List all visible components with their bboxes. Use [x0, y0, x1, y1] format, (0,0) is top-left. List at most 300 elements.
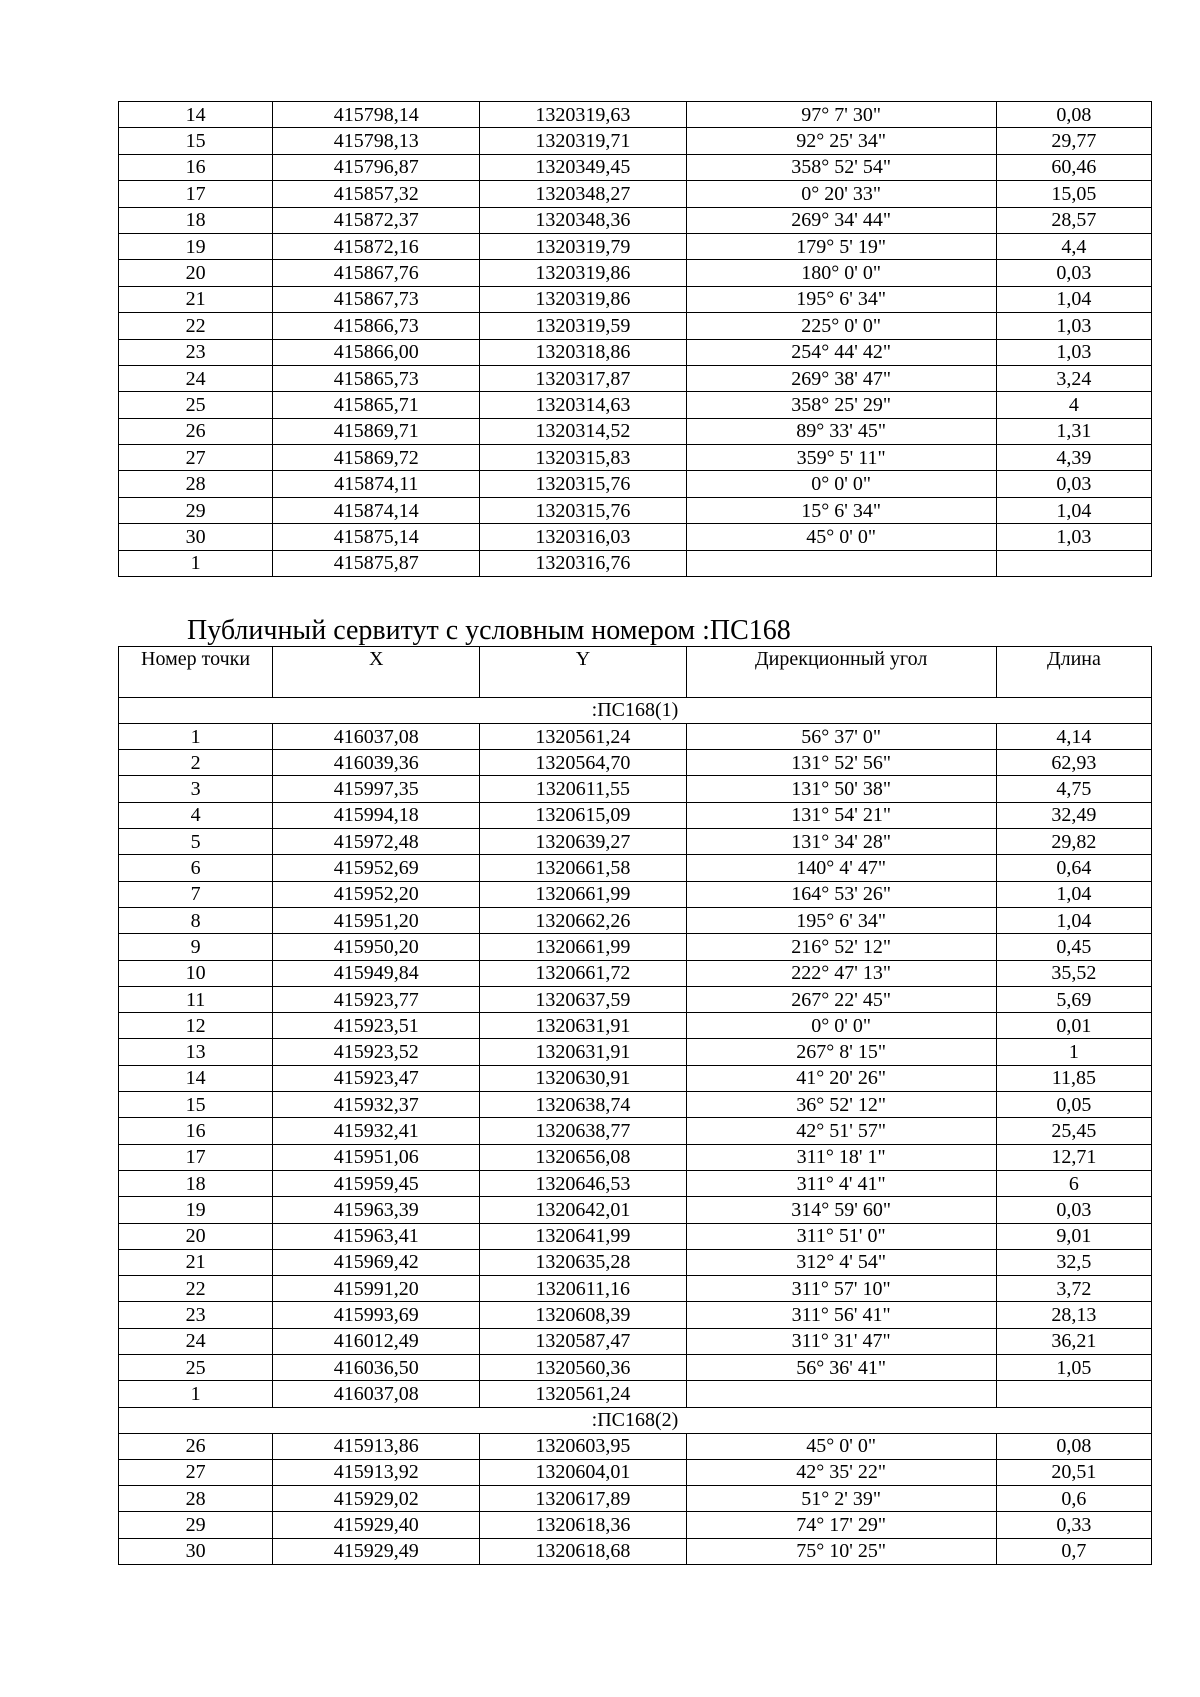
cell-y: 1320604,01	[480, 1459, 686, 1485]
cell-x: 415963,39	[273, 1197, 480, 1223]
cell-x: 415798,14	[273, 102, 480, 128]
cell-point-number: 30	[119, 524, 273, 550]
table-row	[119, 1459, 1152, 1485]
cell-y: 1320642,01	[480, 1197, 686, 1223]
cell-x: 415949,84	[273, 960, 480, 986]
cell-y: 1320564,70	[480, 750, 686, 776]
table-row	[119, 1276, 1152, 1302]
cell-length: 0,03	[996, 1197, 1151, 1223]
cell-direction-angle: 42° 35' 22"	[686, 1459, 996, 1485]
main-table-body	[119, 698, 1152, 1565]
cell-point-number: 3	[119, 776, 273, 802]
cell-length: 4,39	[996, 445, 1151, 471]
table-row	[119, 1013, 1152, 1039]
cell-point-number: 22	[119, 313, 273, 339]
table-row	[119, 1249, 1152, 1275]
cell-length: 0,08	[996, 1433, 1151, 1459]
cell-direction-angle: 179° 5' 19"	[686, 233, 996, 259]
cell-point-number: 20	[119, 1223, 273, 1249]
cell-y: 1320641,99	[480, 1223, 686, 1249]
cell-point-number: 13	[119, 1039, 273, 1065]
cell-x: 415951,06	[273, 1144, 480, 1170]
cell-y: 1320316,76	[480, 550, 686, 576]
table-row	[119, 1433, 1152, 1459]
cell-direction-angle: 195° 6' 34"	[686, 286, 996, 312]
cell-direction-angle: 56° 37' 0"	[686, 723, 996, 749]
cell-length: 4	[996, 392, 1151, 418]
cell-y: 1320630,91	[480, 1065, 686, 1091]
cell-direction-angle: 267° 22' 45"	[686, 986, 996, 1012]
table-row	[119, 1486, 1152, 1512]
cell-y: 1320631,91	[480, 1013, 686, 1039]
cell-length: 29,82	[996, 829, 1151, 855]
table-row	[119, 1328, 1152, 1354]
cell-y: 1320561,24	[480, 723, 686, 749]
cell-x: 416039,36	[273, 750, 480, 776]
cell-point-number: 10	[119, 960, 273, 986]
cell-length: 1,04	[996, 497, 1151, 523]
cell-y: 1320314,63	[480, 392, 686, 418]
cell-length: 3,24	[996, 365, 1151, 391]
cell-x: 415857,32	[273, 181, 480, 207]
cell-x: 415959,45	[273, 1170, 480, 1196]
cell-direction-angle: 359° 5' 11"	[686, 445, 996, 471]
cell-y: 1320319,86	[480, 260, 686, 286]
cell-direction-angle: 195° 6' 34"	[686, 907, 996, 933]
cell-length: 0,6	[996, 1486, 1151, 1512]
cell-point-number: 26	[119, 418, 273, 444]
table-row	[119, 339, 1152, 365]
cell-point-number: 12	[119, 1013, 273, 1039]
group-row	[119, 1407, 1152, 1433]
cell-x: 415972,48	[273, 829, 480, 855]
header-point-number: Номер точки	[119, 647, 273, 698]
cell-direction-angle: 131° 34' 28"	[686, 829, 996, 855]
cell-x: 415991,20	[273, 1276, 480, 1302]
cell-y: 1320319,86	[480, 286, 686, 312]
cell-direction-angle: 0° 0' 0"	[686, 1013, 996, 1039]
cell-y: 1320656,08	[480, 1144, 686, 1170]
cell-length: 11,85	[996, 1065, 1151, 1091]
cell-length: 20,51	[996, 1459, 1151, 1485]
table-row	[119, 1355, 1152, 1381]
cell-y: 1320317,87	[480, 365, 686, 391]
cell-x: 415865,73	[273, 365, 480, 391]
cell-y: 1320618,36	[480, 1512, 686, 1538]
cell-x: 415798,13	[273, 128, 480, 154]
cell-y: 1320561,24	[480, 1381, 686, 1407]
cell-y: 1320318,86	[480, 339, 686, 365]
table-row	[119, 1065, 1152, 1091]
cell-x: 415872,16	[273, 233, 480, 259]
cell-point-number: 19	[119, 233, 273, 259]
cell-length: 4,14	[996, 723, 1151, 749]
cell-y: 1320661,58	[480, 855, 686, 881]
cell-point-number: 4	[119, 802, 273, 828]
cell-length: 36,21	[996, 1328, 1151, 1354]
cell-point-number: 18	[119, 207, 273, 233]
cell-length: 0,01	[996, 1013, 1151, 1039]
cell-y: 1320608,39	[480, 1302, 686, 1328]
cell-point-number: 28	[119, 471, 273, 497]
cell-length: 1,03	[996, 524, 1151, 550]
cell-point-number: 29	[119, 1512, 273, 1538]
cell-length: 62,93	[996, 750, 1151, 776]
cell-length: 15,05	[996, 181, 1151, 207]
cell-point-number: 21	[119, 1249, 273, 1275]
cell-y: 1320615,09	[480, 802, 686, 828]
cell-direction-angle: 42° 51' 57"	[686, 1118, 996, 1144]
cell-length: 32,49	[996, 802, 1151, 828]
cell-x: 415913,86	[273, 1433, 480, 1459]
cell-y: 1320646,53	[480, 1170, 686, 1196]
cell-y: 1320639,27	[480, 829, 686, 855]
cell-y: 1320315,83	[480, 445, 686, 471]
cell-direction-angle: 311° 57' 10"	[686, 1276, 996, 1302]
cell-point-number: 27	[119, 1459, 273, 1485]
cell-point-number: 21	[119, 286, 273, 312]
table-row	[119, 497, 1152, 523]
cell-y: 1320661,99	[480, 934, 686, 960]
cell-point-number: 14	[119, 1065, 273, 1091]
cell-y: 1320316,03	[480, 524, 686, 550]
cell-direction-angle: 216° 52' 12"	[686, 934, 996, 960]
cell-length: 12,71	[996, 1144, 1151, 1170]
cell-length: 9,01	[996, 1223, 1151, 1249]
cell-direction-angle: 358° 52' 54"	[686, 154, 996, 180]
table-row	[119, 286, 1152, 312]
cell-point-number: 5	[119, 829, 273, 855]
cell-y: 1320603,95	[480, 1433, 686, 1459]
cell-y: 1320319,71	[480, 128, 686, 154]
table-row	[119, 1197, 1152, 1223]
cell-x: 415796,87	[273, 154, 480, 180]
cell-y: 1320631,91	[480, 1039, 686, 1065]
cell-direction-angle: 75° 10' 25"	[686, 1538, 996, 1564]
table-row	[119, 445, 1152, 471]
table-row	[119, 1039, 1152, 1065]
table-row	[119, 154, 1152, 180]
cell-point-number: 14	[119, 102, 273, 128]
cell-y: 1320319,63	[480, 102, 686, 128]
cell-x: 415923,52	[273, 1039, 480, 1065]
group-row	[119, 698, 1152, 724]
cell-point-number: 20	[119, 260, 273, 286]
table-row	[119, 128, 1152, 154]
cell-x: 415866,73	[273, 313, 480, 339]
cell-x: 415869,72	[273, 445, 480, 471]
cell-x: 415963,41	[273, 1223, 480, 1249]
cell-direction-angle: 311° 56' 41"	[686, 1302, 996, 1328]
cell-length: 1	[996, 1039, 1151, 1065]
cell-length: 0,64	[996, 855, 1151, 881]
cell-x: 415874,11	[273, 471, 480, 497]
cell-point-number: 8	[119, 907, 273, 933]
header-x: X	[273, 647, 480, 698]
cell-direction-angle: 74° 17' 29"	[686, 1512, 996, 1538]
cell-direction-angle: 89° 33' 45"	[686, 418, 996, 444]
cell-length: 0,33	[996, 1512, 1151, 1538]
cell-point-number: 25	[119, 1355, 273, 1381]
cell-direction-angle: 51° 2' 39"	[686, 1486, 996, 1512]
cell-y: 1320348,36	[480, 207, 686, 233]
cell-x: 415913,92	[273, 1459, 480, 1485]
cell-length: 35,52	[996, 960, 1151, 986]
cell-length: 32,5	[996, 1249, 1151, 1275]
cell-y: 1320315,76	[480, 497, 686, 523]
cell-direction-angle: 269° 34' 44"	[686, 207, 996, 233]
table-row	[119, 723, 1152, 749]
table-row	[119, 802, 1152, 828]
table-row	[119, 1170, 1152, 1196]
cell-x: 416037,08	[273, 723, 480, 749]
cell-length: 0,03	[996, 260, 1151, 286]
table-row	[119, 524, 1152, 550]
cell-length: 1,04	[996, 907, 1151, 933]
cell-point-number: 1	[119, 550, 273, 576]
cell-x: 415923,77	[273, 986, 480, 1012]
table-row	[119, 233, 1152, 259]
cell-direction-angle	[686, 550, 996, 576]
cell-x: 415929,02	[273, 1486, 480, 1512]
cell-point-number: 30	[119, 1538, 273, 1564]
header-length: Длина	[996, 647, 1151, 698]
cell-y: 1320661,72	[480, 960, 686, 986]
cell-direction-angle: 97° 7' 30"	[686, 102, 996, 128]
cell-x: 415875,87	[273, 550, 480, 576]
cell-length: 3,72	[996, 1276, 1151, 1302]
cell-point-number: 26	[119, 1433, 273, 1459]
cell-direction-angle: 267° 8' 15"	[686, 1039, 996, 1065]
cell-y: 1320560,36	[480, 1355, 686, 1381]
cell-point-number: 1	[119, 1381, 273, 1407]
cell-direction-angle: 45° 0' 0"	[686, 524, 996, 550]
cell-point-number: 15	[119, 1092, 273, 1118]
cell-point-number: 17	[119, 181, 273, 207]
cell-direction-angle: 131° 54' 21"	[686, 802, 996, 828]
cell-x: 415952,69	[273, 855, 480, 881]
cell-direction-angle: 0° 20' 33"	[686, 181, 996, 207]
cell-y: 1320637,59	[480, 986, 686, 1012]
table-row	[119, 313, 1152, 339]
cell-y: 1320617,89	[480, 1486, 686, 1512]
cell-point-number: 16	[119, 154, 273, 180]
table-row	[119, 550, 1152, 576]
cell-x: 416036,50	[273, 1355, 480, 1381]
cell-length: 0,08	[996, 102, 1151, 128]
cell-x: 415866,00	[273, 339, 480, 365]
cell-length: 6	[996, 1170, 1151, 1196]
table-row	[119, 1538, 1152, 1564]
cell-x: 415875,14	[273, 524, 480, 550]
cell-x: 415923,51	[273, 1013, 480, 1039]
cell-length: 60,46	[996, 154, 1151, 180]
cell-point-number: 7	[119, 881, 273, 907]
cell-length: 29,77	[996, 128, 1151, 154]
cell-y: 1320315,76	[480, 471, 686, 497]
cell-point-number: 16	[119, 1118, 273, 1144]
table-row	[119, 1118, 1152, 1144]
cell-direction-angle: 36° 52' 12"	[686, 1092, 996, 1118]
cell-length: 4,75	[996, 776, 1151, 802]
cell-x: 415865,71	[273, 392, 480, 418]
cell-direction-angle: 222° 47' 13"	[686, 960, 996, 986]
cell-point-number: 1	[119, 723, 273, 749]
cell-point-number: 24	[119, 1328, 273, 1354]
cell-direction-angle: 225° 0' 0"	[686, 313, 996, 339]
table-row	[119, 829, 1152, 855]
cell-direction-angle: 311° 4' 41"	[686, 1170, 996, 1196]
cell-y: 1320618,68	[480, 1538, 686, 1564]
cell-point-number: 22	[119, 1276, 273, 1302]
table-row	[119, 934, 1152, 960]
cell-direction-angle: 92° 25' 34"	[686, 128, 996, 154]
cell-point-number: 28	[119, 1486, 273, 1512]
cell-direction-angle: 45° 0' 0"	[686, 1433, 996, 1459]
table-row	[119, 1092, 1152, 1118]
cell-x: 415932,41	[273, 1118, 480, 1144]
cell-length	[996, 1381, 1151, 1407]
table-row	[119, 102, 1152, 128]
cell-x: 415994,18	[273, 802, 480, 828]
cell-y: 1320349,45	[480, 154, 686, 180]
table-row	[119, 471, 1152, 497]
cell-y: 1320314,52	[480, 418, 686, 444]
cell-direction-angle: 131° 50' 38"	[686, 776, 996, 802]
table-row	[119, 418, 1152, 444]
table-row	[119, 1144, 1152, 1170]
cell-length: 1,03	[996, 339, 1151, 365]
cell-point-number: 25	[119, 392, 273, 418]
cell-x: 415923,47	[273, 1065, 480, 1091]
cell-direction-angle: 312° 4' 54"	[686, 1249, 996, 1275]
header-y: Y	[480, 647, 686, 698]
cell-length: 1,04	[996, 881, 1151, 907]
cell-y: 1320638,74	[480, 1092, 686, 1118]
table-row	[119, 907, 1152, 933]
cell-length: 4,4	[996, 233, 1151, 259]
cell-point-number: 19	[119, 1197, 273, 1223]
cell-direction-angle: 164° 53' 26"	[686, 881, 996, 907]
cell-point-number: 27	[119, 445, 273, 471]
cell-length: 5,69	[996, 986, 1151, 1012]
table-row	[119, 1512, 1152, 1538]
table-row	[119, 986, 1152, 1012]
header-direction-angle: Дирекционный угол	[686, 647, 996, 698]
cell-x: 415951,20	[273, 907, 480, 933]
cell-point-number: 9	[119, 934, 273, 960]
cell-point-number: 6	[119, 855, 273, 881]
cell-direction-angle: 0° 0' 0"	[686, 471, 996, 497]
cell-direction-angle: 269° 38' 47"	[686, 365, 996, 391]
cell-length: 1,04	[996, 286, 1151, 312]
table-row	[119, 881, 1152, 907]
cell-y: 1320661,99	[480, 881, 686, 907]
cell-direction-angle: 131° 52' 56"	[686, 750, 996, 776]
table-row	[119, 181, 1152, 207]
cell-x: 415869,71	[273, 418, 480, 444]
section-title: Публичный сервитут с условным номером :ПС168	[187, 615, 791, 646]
cell-direction-angle: 56° 36' 41"	[686, 1355, 996, 1381]
cell-x: 415929,40	[273, 1512, 480, 1538]
table-header-row	[119, 647, 1152, 698]
cell-direction-angle: 180° 0' 0"	[686, 260, 996, 286]
cell-point-number: 11	[119, 986, 273, 1012]
cell-x: 415950,20	[273, 934, 480, 960]
table-row	[119, 1223, 1152, 1249]
cell-point-number: 23	[119, 339, 273, 365]
cell-y: 1320638,77	[480, 1118, 686, 1144]
cell-point-number: 29	[119, 497, 273, 523]
table-row	[119, 776, 1152, 802]
top-coordinates-table	[118, 101, 1152, 577]
cell-x: 415952,20	[273, 881, 480, 907]
group-label: :ПС168(2)	[119, 1407, 1152, 1433]
table-row	[119, 1381, 1152, 1407]
cell-point-number: 23	[119, 1302, 273, 1328]
cell-y: 1320611,55	[480, 776, 686, 802]
cell-x: 416012,49	[273, 1328, 480, 1354]
cell-x: 415874,14	[273, 497, 480, 523]
cell-direction-angle: 311° 51' 0"	[686, 1223, 996, 1249]
cell-length: 25,45	[996, 1118, 1151, 1144]
cell-point-number: 17	[119, 1144, 273, 1170]
cell-y: 1320587,47	[480, 1328, 686, 1354]
cell-direction-angle	[686, 1381, 996, 1407]
cell-x: 415867,73	[273, 286, 480, 312]
servitude-coordinates-table	[118, 646, 1152, 1565]
cell-point-number: 18	[119, 1170, 273, 1196]
table-row	[119, 750, 1152, 776]
cell-x: 415867,76	[273, 260, 480, 286]
cell-direction-angle: 314° 59' 60"	[686, 1197, 996, 1223]
table-row	[119, 855, 1152, 881]
table-row	[119, 1302, 1152, 1328]
cell-length: 1,31	[996, 418, 1151, 444]
cell-length: 1,05	[996, 1355, 1151, 1381]
cell-length: 0,03	[996, 471, 1151, 497]
cell-direction-angle: 15° 6' 34"	[686, 497, 996, 523]
cell-point-number: 2	[119, 750, 273, 776]
cell-length: 1,03	[996, 313, 1151, 339]
table-row	[119, 960, 1152, 986]
cell-x: 415872,37	[273, 207, 480, 233]
cell-length: 0,05	[996, 1092, 1151, 1118]
cell-x: 415929,49	[273, 1538, 480, 1564]
cell-y: 1320611,16	[480, 1276, 686, 1302]
cell-x: 415932,37	[273, 1092, 480, 1118]
cell-direction-angle: 358° 25' 29"	[686, 392, 996, 418]
cell-direction-angle: 254° 44' 42"	[686, 339, 996, 365]
cell-x: 416037,08	[273, 1381, 480, 1407]
table-row	[119, 207, 1152, 233]
cell-length: 28,13	[996, 1302, 1151, 1328]
cell-direction-angle: 140° 4' 47"	[686, 855, 996, 881]
cell-length: 28,57	[996, 207, 1151, 233]
table-row	[119, 392, 1152, 418]
group-label: :ПС168(1)	[119, 698, 1152, 724]
table-row	[119, 260, 1152, 286]
cell-point-number: 24	[119, 365, 273, 391]
cell-y: 1320319,79	[480, 233, 686, 259]
cell-direction-angle: 311° 31' 47"	[686, 1328, 996, 1354]
cell-y: 1320635,28	[480, 1249, 686, 1275]
cell-length	[996, 550, 1151, 576]
cell-y: 1320348,27	[480, 181, 686, 207]
table-row	[119, 365, 1152, 391]
cell-direction-angle: 311° 18' 1"	[686, 1144, 996, 1170]
cell-y: 1320662,26	[480, 907, 686, 933]
